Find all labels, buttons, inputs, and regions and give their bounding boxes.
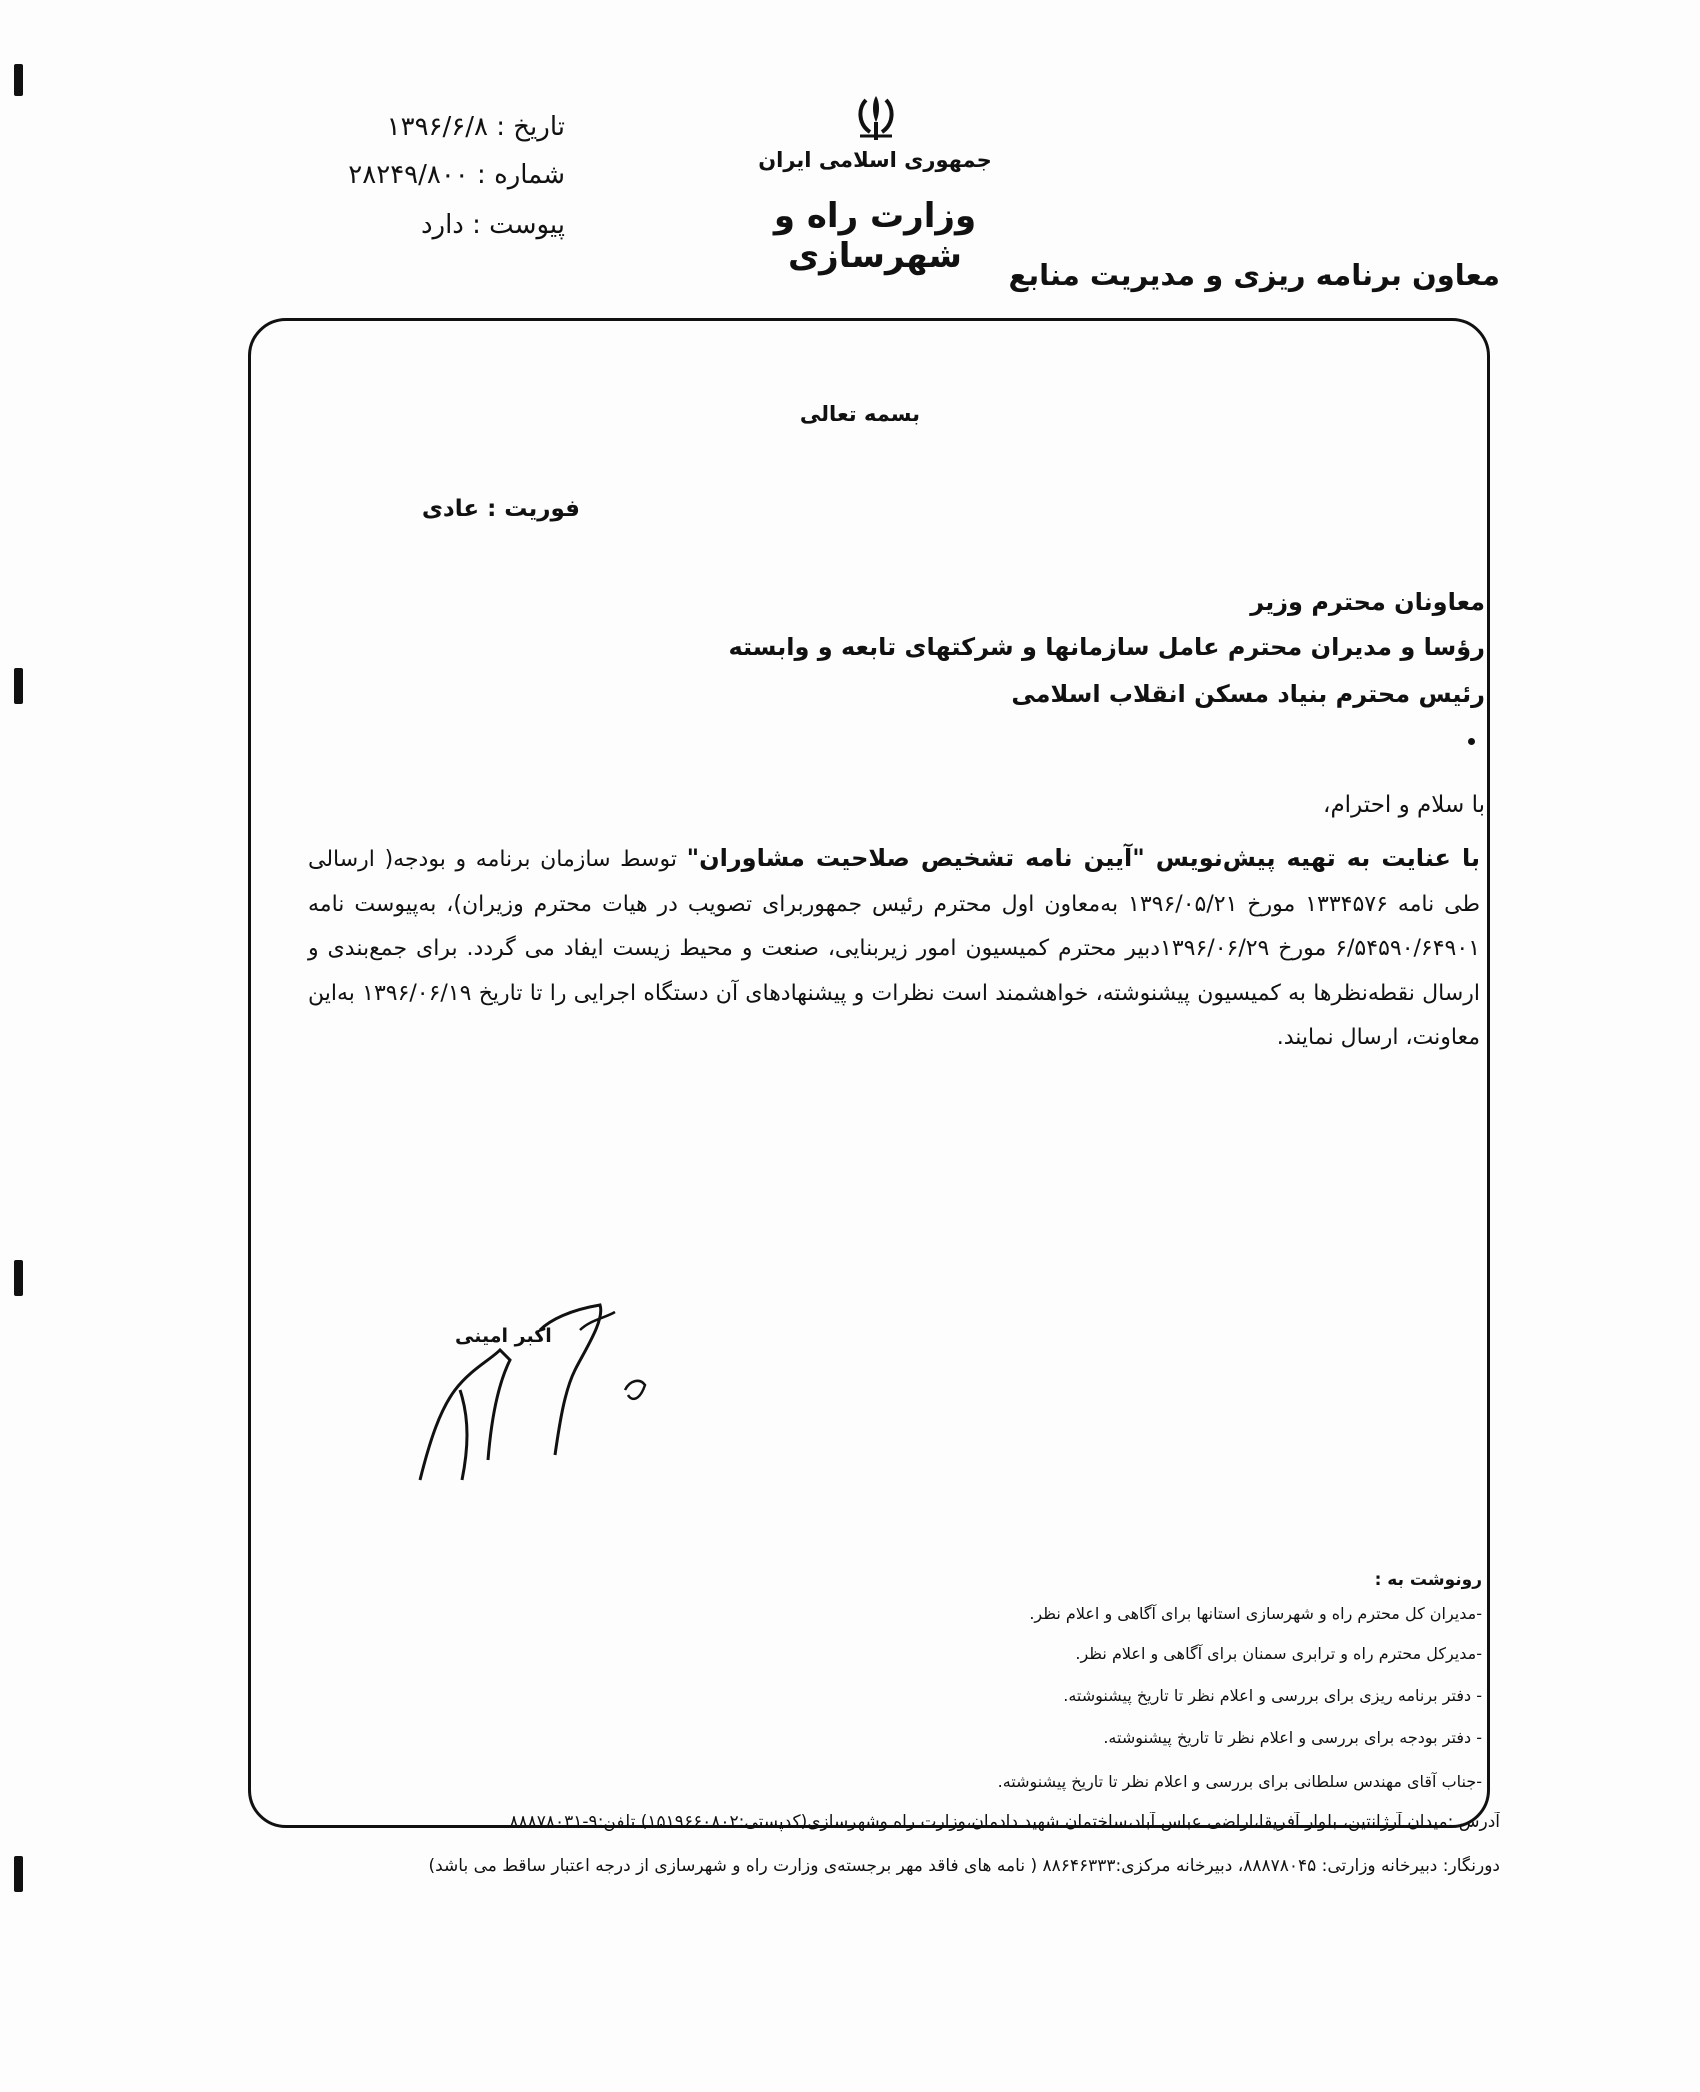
handwritten-signature (400, 1290, 690, 1490)
priority-label: فوریت : عادی (421, 496, 580, 522)
iran-emblem-icon (848, 92, 904, 144)
letter-body (308, 836, 1480, 1061)
bullet-dot (1468, 738, 1475, 745)
cc-item: -جناب آقای مهندس سلطانی برای بررسی و اعلام نظر تا تاریخ پیشنوشته. (997, 1772, 1482, 1791)
letter-frame (248, 318, 1490, 1828)
ministry-name: وزارت راه و شهرسازی (773, 196, 977, 276)
cc-item: -مدیرکل محترم راه و ترابری سمنان برای آگاهی و اعلام نظر. (1075, 1644, 1482, 1663)
deputy-title: معاون برنامه ریزی و مدیریت منابع (1008, 258, 1500, 292)
recipient-line: رئیس محترم بنیاد مسکن انقلاب اسلامی (1011, 680, 1485, 708)
cc-item: - دفتر برنامه ریزی برای بررسی و اعلام نظر تا تاریخ پیشنوشته. (1063, 1686, 1482, 1705)
body-lead: با عنایت به تهیه پیش‌نویس "آیین نامه تشخیص صلاحیت مشاوران" (686, 844, 1480, 872)
binding-mark (14, 668, 23, 704)
binding-mark (14, 1856, 23, 1892)
recipient-line: معاونان محترم وزیر (1250, 588, 1485, 616)
signer-name: اکبر امینی (455, 1325, 552, 1347)
footer-fax: دورنگار: دبیرخانه وزارتی: ۸۸۸۷۸۰۴۵، دبیرخانه مرکزی:۸۸۶۴۶۳۳۳ ( نامه های فاقد مهر برجسته‌ی وزارت راه و شهرسازی از درجه اعتبار ساقط می باشد) (428, 1856, 1500, 1876)
binding-mark (14, 64, 23, 96)
cc-item: -مدیران کل محترم راه و شهرسازی استانها برای آگاهی و اعلام نظر. (1029, 1604, 1482, 1623)
letter-number: شماره : ۲۸۲۴۹/۸۰۰ (348, 160, 565, 190)
footer-address: آدرس :میدان آرژانتین، بلوار آفریقا،اراضی عباس آباد،ساختمان شهید دادمان،وزارت راه وشهرسازی(کدپستی:۱۵۱۹۶۶۰۸۰۲) تلفن:۹-۸۸۸۷۸۰۳۱ (509, 1812, 1500, 1832)
greeting: با سلام و احترام، (1323, 792, 1485, 818)
letter-date: تاریخ : ۱۳۹۶/۶/۸ (386, 112, 565, 142)
cc-title: رونوشت به : (1374, 1570, 1482, 1590)
recipient-line: رؤسا و مدیران محترم عامل سازمانها و شرکتهای تابعه و وابسته (728, 633, 1485, 661)
republic-name: جمهوری اسلامی ایران (758, 148, 992, 172)
cc-item: - دفتر بودجه برای بررسی و اعلام نظر تا تاریخ پیشنوشته. (1103, 1728, 1482, 1747)
letter-attachment: پیوست : دارد (420, 210, 565, 240)
binding-mark (14, 1260, 23, 1296)
body-rest: توسط سازمان برنامه و بودجه( ارسالی طی نامه ۱۳۳۴۵۷۶ مورخ ۱۳۹۶/۰۵/۲۱ به‌معاون اول محترم رئیس جمهوربرای تصویب در هیات محترم وزیران)، به‌پیوست نامه ۶/۵۴۵۹۰/۶۴۹۰۱ مورخ ۱۳۹۶/۰۶/۲۹دبیر محترم کمیسیون امور زیربنایی، صنعت و محیط زیست ایفاد می گردد. برای جمع‌بندی و ارسال نقطه‌نظرها به کمیسیون پیشنوشته، خواهشمند است نظرات و پیشنهادهای آن دستگاه اجرایی را تا تاریخ ۱۳۹۶/۰۶/۱۹ به‌این معاونت، ارسال نمایند. (308, 847, 1481, 1050)
bismillah-heading: بسمه تعالی (799, 402, 921, 426)
